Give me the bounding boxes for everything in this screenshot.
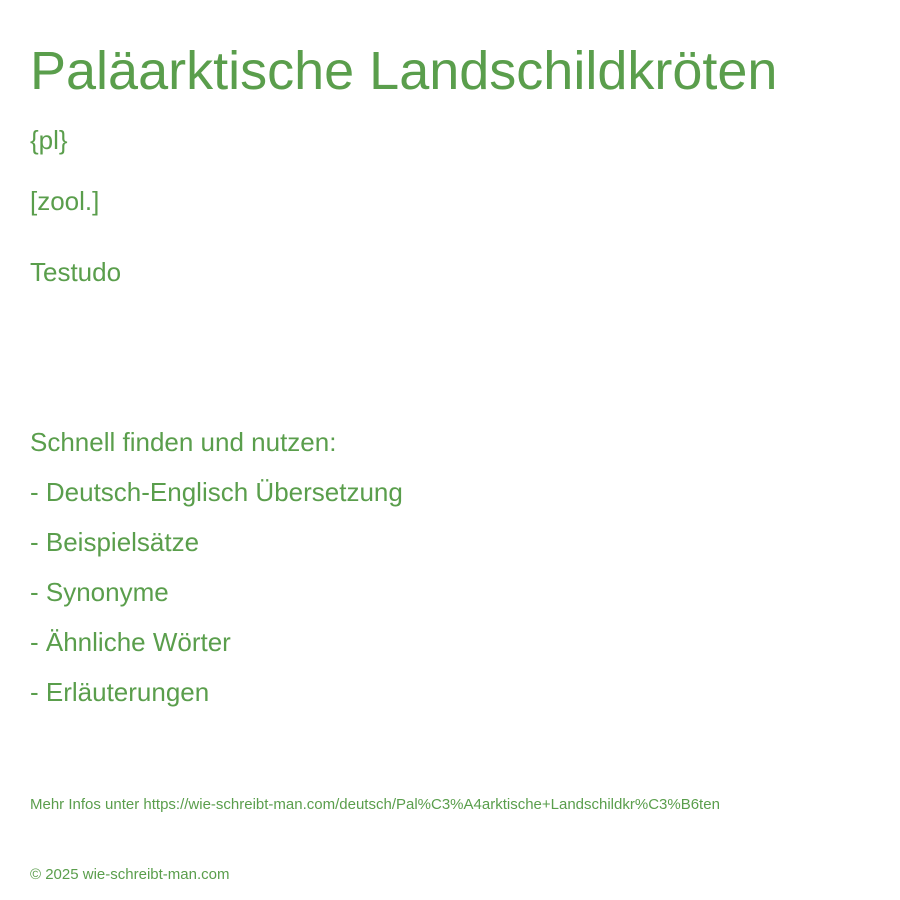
entry-title: Paläarktische Landschildkröten (30, 41, 778, 101)
quick-link-examples[interactable]: - Beispielsätze (30, 527, 200, 557)
quick-link-synonyms[interactable]: - Synonyme (30, 577, 169, 607)
part-of-speech: {pl} (30, 125, 68, 155)
copyright-notice: © 2025 wie-schreibt-man.com (30, 866, 230, 883)
quick-link-translation[interactable]: - Deutsch-Englisch Übersetzung (30, 477, 403, 507)
translation: Testudo (30, 257, 122, 287)
subject-domain: [zool.] (30, 186, 100, 216)
quick-link-similar-words[interactable]: - Ähnliche Wörter (30, 627, 231, 657)
quick-link-explanations[interactable]: - Erläuterungen (30, 677, 210, 707)
quick-links-heading: Schnell finden und nutzen: (30, 427, 337, 457)
more-info-link[interactable]: Mehr Infos unter https://wie-schreibt-man.com/deutsch/Pal%C3%A4arktische+Landschildkr%C3%B6ten (30, 796, 720, 813)
